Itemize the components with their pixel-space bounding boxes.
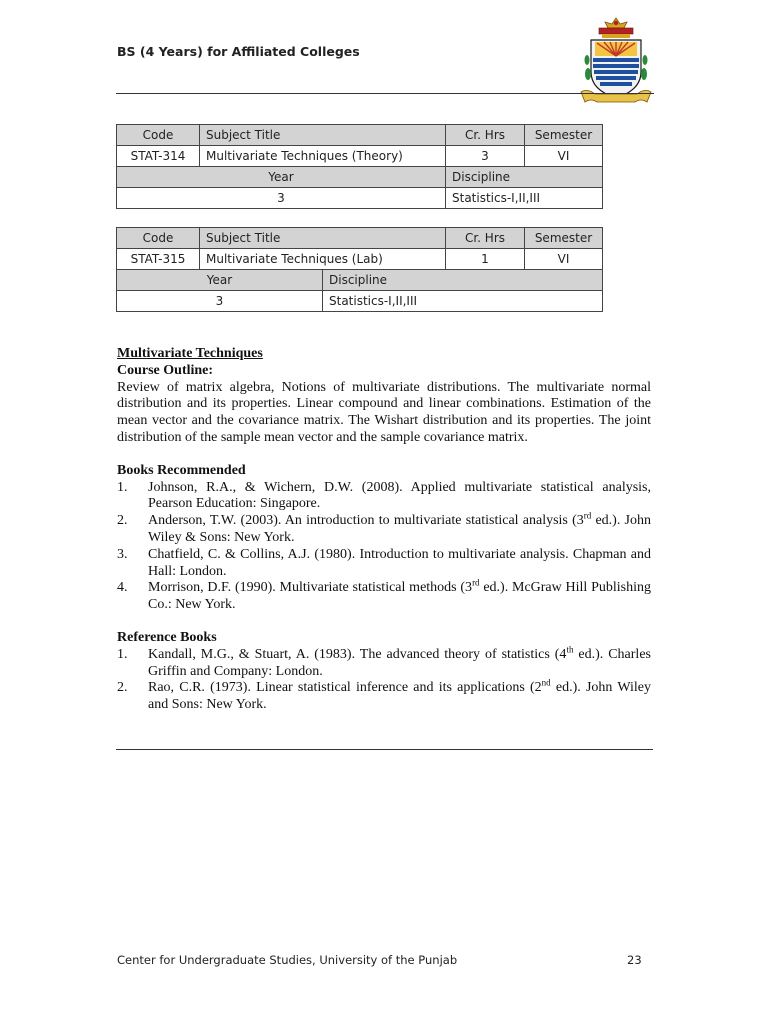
course-table-theory: [116, 124, 603, 209]
reference-list: [117, 644, 651, 714]
course-table-lab: [116, 227, 603, 312]
list-item: 4. Morrison, D.F. (1990). Multivariate statistical methods (3rd ed.). McGraw Hill Publishing Co.: New York.: [117, 577, 651, 613]
semester-header: Semester: [525, 125, 603, 146]
footer-text: Center for Undergraduate Studies, University of the Punjab: [117, 953, 458, 967]
table-header-row: [117, 270, 603, 291]
table-row: [117, 249, 603, 270]
list-item: 2. Rao, C.R. (1973). Linear statistical inference and its applications (2nd ed.). John Wiley and Sons: New York.: [117, 677, 651, 713]
books-recommended-label: Books Recommended: [117, 462, 246, 478]
course-title: Multivariate Techniques (Theory): [200, 146, 446, 167]
course-heading: Multivariate Techniques: [117, 346, 263, 361]
course-semester: VI: [525, 249, 603, 270]
hours-header: Cr. Hrs: [446, 125, 525, 146]
page-header-title: BS (4 Years) for Affiliated Colleges: [117, 44, 360, 59]
list-item: 2. Anderson, T.W. (2003). An introduction to multivariate statistical analysis (3rd ed.). John Wiley & Sons: New York.: [117, 510, 651, 545]
reference-books-label: Reference Books: [117, 629, 217, 645]
table-header-row: [117, 167, 603, 188]
table-header-row: [117, 125, 603, 146]
table-row: [117, 146, 603, 167]
course-code: STAT-315: [117, 249, 200, 270]
title-header: Subject Title: [200, 125, 446, 146]
discipline-header: Discipline: [446, 167, 603, 188]
list-item: 1. Johnson, R.A., & Wichern, D.W. (2008). Applied multivariate statistical analysis, Pearson Education: Singapore.: [117, 479, 651, 512]
semester-header: Semester: [525, 228, 603, 249]
table-row: [117, 188, 603, 209]
course-discipline: Statistics-I,II,III: [323, 291, 603, 312]
course-content: [117, 346, 651, 714]
course-year: 3: [117, 291, 323, 312]
header-divider: [116, 93, 654, 94]
books-list: [117, 480, 651, 614]
year-header: Year: [117, 167, 446, 188]
course-code: STAT-314: [117, 146, 200, 167]
title-header: Subject Title: [200, 228, 446, 249]
course-semester: VI: [525, 146, 603, 167]
discipline-header: Discipline: [323, 270, 603, 291]
table-header-row: [117, 228, 603, 249]
code-header: Code: [117, 228, 200, 249]
code-header: Code: [117, 125, 200, 146]
footer-divider: [116, 749, 653, 750]
course-hours: 1: [446, 249, 525, 270]
page-number: 23: [627, 953, 642, 967]
hours-header: Cr. Hrs: [446, 228, 525, 249]
year-header: Year: [117, 270, 323, 291]
course-discipline: Statistics-I,II,III: [446, 188, 603, 209]
course-outline-text: Review of matrix algebra, Notions of multivariate distributions. The multivariate normal distribution and its properties. Linear compound and linear combinations. Estimation of the mean vector and the covariance matrix. The Wishart distribution and its properties. The joint distribution of the sample mean vector and the sample covariance matrix.: [117, 379, 651, 445]
course-hours: 3: [446, 146, 525, 167]
list-item: 1. Kandall, M.G., & Stuart, A. (1983). The advanced theory of statistics (4th ed.). Charles Griffin and Company: London.: [117, 644, 651, 679]
list-item: 3. Chatfield, C. & Collins, A.J. (1980). Introduction to multivariate analysis. Chapman and Hall: London.: [117, 546, 651, 579]
course-title: Multivariate Techniques (Lab): [200, 249, 446, 270]
course-year: 3: [117, 188, 446, 209]
outline-label: Course Outline:: [117, 362, 214, 378]
table-row: [117, 291, 603, 312]
